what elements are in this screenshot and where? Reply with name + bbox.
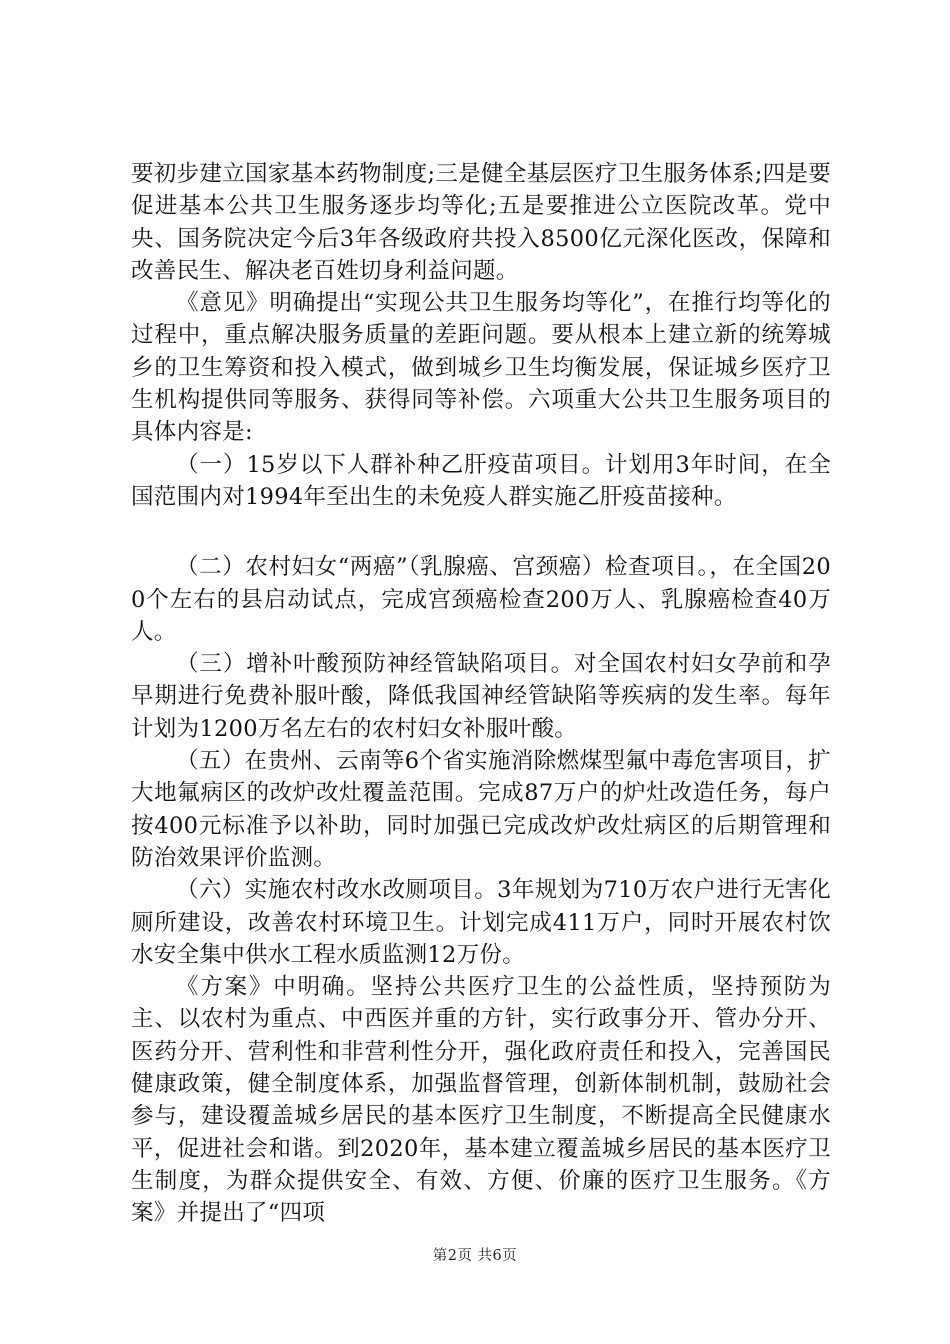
- paragraph-2: 《意见》明确提出“实现公共卫生服务均等化”，在推行均等化的过程中，重点解决服务质量的差距问题。要从根本上建立新的统筹城乡的卫生筹资和投入模式，做到城乡卫生均衡发展，保证城乡医疗卫生机构提供同等服务、获得同等补偿。六项重大公共卫生服务项目的具体内容是:: [131, 290, 831, 446]
- paragraph-3: （一）15岁以下人群补种乙肝疫苗项目。计划用3年时间，在全国范围内对1994年至出生的未免疫人群实施乙肝疫苗接种。: [131, 451, 831, 510]
- paragraph-5: （三）增补叶酸预防神经管缺陷项目。对全国农村妇女孕前和孕早期进行免费补服叶酸，降低我国神经管缺陷等疾病的发生率。每年计划为1200万名左右的农村妇女补服叶酸。: [131, 651, 831, 742]
- paragraph-4: （二）农村妇女“两癌”（乳腺癌、宫颈癌）检查项目。，在全国200个左右的县启动试点，完成宫颈癌检查200万人、乳腺癌检查40万人。: [131, 554, 831, 645]
- page-number-footer: 第2页 共6页: [432, 1248, 518, 1264]
- paragraph-8: 《方案》中明确。坚持公共医疗卫生的公益性质，坚持预防为主、以农村为重点、中西医并重的方针，实行政事分开、管办分开、医药分开、营利性和非营利性分开，强化政府责任和投入，完善国民健康政策，健全制度体系，加强监督管理，创新体制机制，鼓励社会参与，建设覆盖城乡居民的基本医疗卫生制度，不断提高全民健康水平，促进社会和谐。到2020年，基本建立覆盖城乡居民的基本医疗卫生制度，为群众提供安全、有效、方便、价廉的医疗卫生服务。《方案》并提出了“四项: [131, 974, 831, 1227]
- paragraph-1: 要初步建立国家基本药物制度;三是健全基层医疗卫生服务体系;四是要促进基本公共卫生服务逐步均等化;五是要推进公立医院改革。党中央、国务院决定今后3年各级政府共投入8500亿元深化医改，保障和改善民生、解决老百姓切身利益问题。: [131, 161, 831, 284]
- paragraph-6: （五）在贵州、云南等6个省实施消除燃煤型氟中毒危害项目，扩大地氟病区的改炉改灶覆盖范围。完成87万户的炉灶改造任务，每户按400元标准予以补助，同时加强已完成改炉改灶病区的后期管理和防治效果评价监测。: [131, 748, 831, 871]
- body-text: [131, 158, 831, 1230]
- paragraph-7: （六）实施农村改水改厕项目。3年规划为710万农户进行无害化厕所建设，改善农村环境卫生。计划完成411万户，同时开展农村饮水安全集中供水工程水质监测12万份。: [131, 877, 831, 968]
